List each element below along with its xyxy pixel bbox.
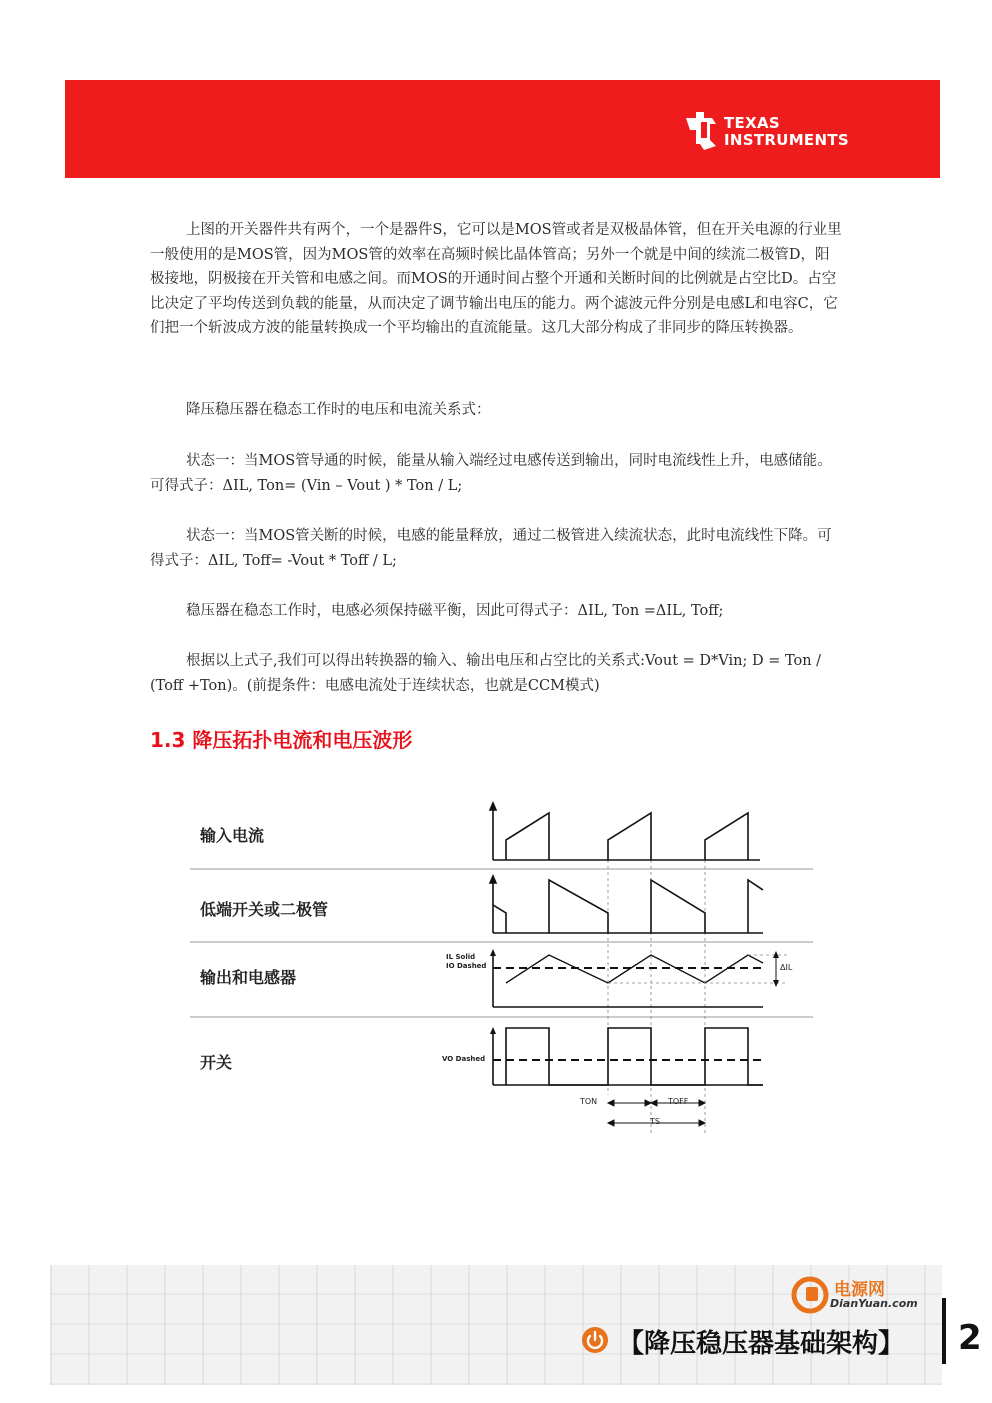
paragraph-2 — [150, 398, 842, 423]
logo-line2: INSTRUMENTS — [724, 131, 849, 149]
input-current-wave — [490, 803, 760, 860]
inductor-legend — [446, 953, 486, 971]
row-label-input-current: 输入电流 — [200, 826, 265, 845]
paragraph-6 — [150, 649, 842, 698]
paragraph-4 — [150, 524, 842, 573]
delta-il-label: ΔIL — [780, 963, 793, 972]
paragraph-2-text: 降压稳压器在稳态工作时的电压和电流关系式： — [186, 402, 491, 418]
timing-guides — [608, 860, 705, 1135]
paragraph-5 — [150, 599, 842, 624]
ti-state-icon — [682, 110, 722, 152]
low-side-wave — [490, 876, 763, 933]
vo-dashed-label: VO Dashed — [442, 1055, 486, 1063]
texas-instruments-logo — [682, 110, 852, 154]
dianyuan-logo — [790, 1275, 920, 1315]
io-dashed-label: IO Dashed — [446, 962, 487, 970]
site-en: DianYuan.com — [830, 1297, 918, 1310]
section-title: 1.3 降压拓扑电流和电压波形 — [150, 728, 413, 752]
row-label-output-inductor: 输出和电感器 — [200, 968, 297, 987]
footer-banner — [50, 1265, 942, 1385]
power-icon — [580, 1325, 610, 1355]
row-label-switch: 开关 — [200, 1053, 233, 1072]
buck-waveform-diagram — [188, 795, 818, 1135]
paragraph-3 — [150, 449, 842, 498]
footer-title: 【降压稳压器基础架构】 — [618, 1329, 905, 1359]
il-solid-label: IL Solid — [446, 953, 476, 961]
paragraph-5-text: 稳压器在稳态工作时，电感必须保持磁平衡，因此可得式子：ΔIL, Ton =ΔIL, Toff; — [186, 603, 724, 619]
paragraph-1-text: 上图的开关器件共有两个，一个是器件S，它可以是MOS管或者是双极晶体管，但在开关电源的行业里一般使用的是MOS管，因为MOS管的效率在高频时候比晶体管高；另外一个就是中间的续流二极管D，阳极接地，阴极接在开关管和电感之间。而MOS的开通时间占整个开通和关断时间的比例就是占空比D。占空比决定了平均传送到负载的能量，从而决定了调节输出电压的能力。两个滤波元件分别是电感L和电容C，它们把一个斩波成方波的能量转换成一个平均输出的直流能量。这几大部分构成了非同步的降压转换器。 — [150, 222, 842, 336]
ton-label: TON — [580, 1097, 598, 1106]
site-cn: 电源网 — [834, 1280, 885, 1300]
dianyuan-plug-icon — [790, 1275, 830, 1315]
toff-label: TOFF — [668, 1097, 689, 1106]
paragraph-6-text: 根据以上式子,我们可以得出转换器的输入、输出电压和占空比的关系式:Vout = D*Vin; D = Ton / (Toff +Ton)。(前提条件：电感电流处于连续状态，也就是CCM模式) — [150, 653, 822, 694]
page-number: 2 — [958, 1318, 982, 1358]
switch-wave — [490, 1027, 763, 1085]
ts-label: TS — [650, 1117, 660, 1126]
paragraph-4-text: 状态一：当MOS管关断的时候，电感的能量释放，通过二极管进入续流状态，此时电流线性下降。可得式子：ΔIL, Toff= -Vout * Toff / L; — [150, 528, 832, 569]
waveform-svg — [188, 795, 818, 1135]
row-label-low-side: 低端开关或二极管 — [200, 900, 329, 919]
logo-line1: TEXAS — [724, 114, 780, 132]
paragraph-1 — [150, 218, 842, 341]
inductor-wave — [490, 949, 788, 1007]
header-banner — [65, 80, 940, 178]
footer-divider — [942, 1298, 946, 1364]
paragraph-3-text: 状态一：当MOS管导通的时候，能量从输入端经过电感传送到输出，同时电流线性上升，电感储能。可得式子：ΔIL, Ton= (Vin – Vout ) * Ton / L; — [150, 453, 832, 494]
